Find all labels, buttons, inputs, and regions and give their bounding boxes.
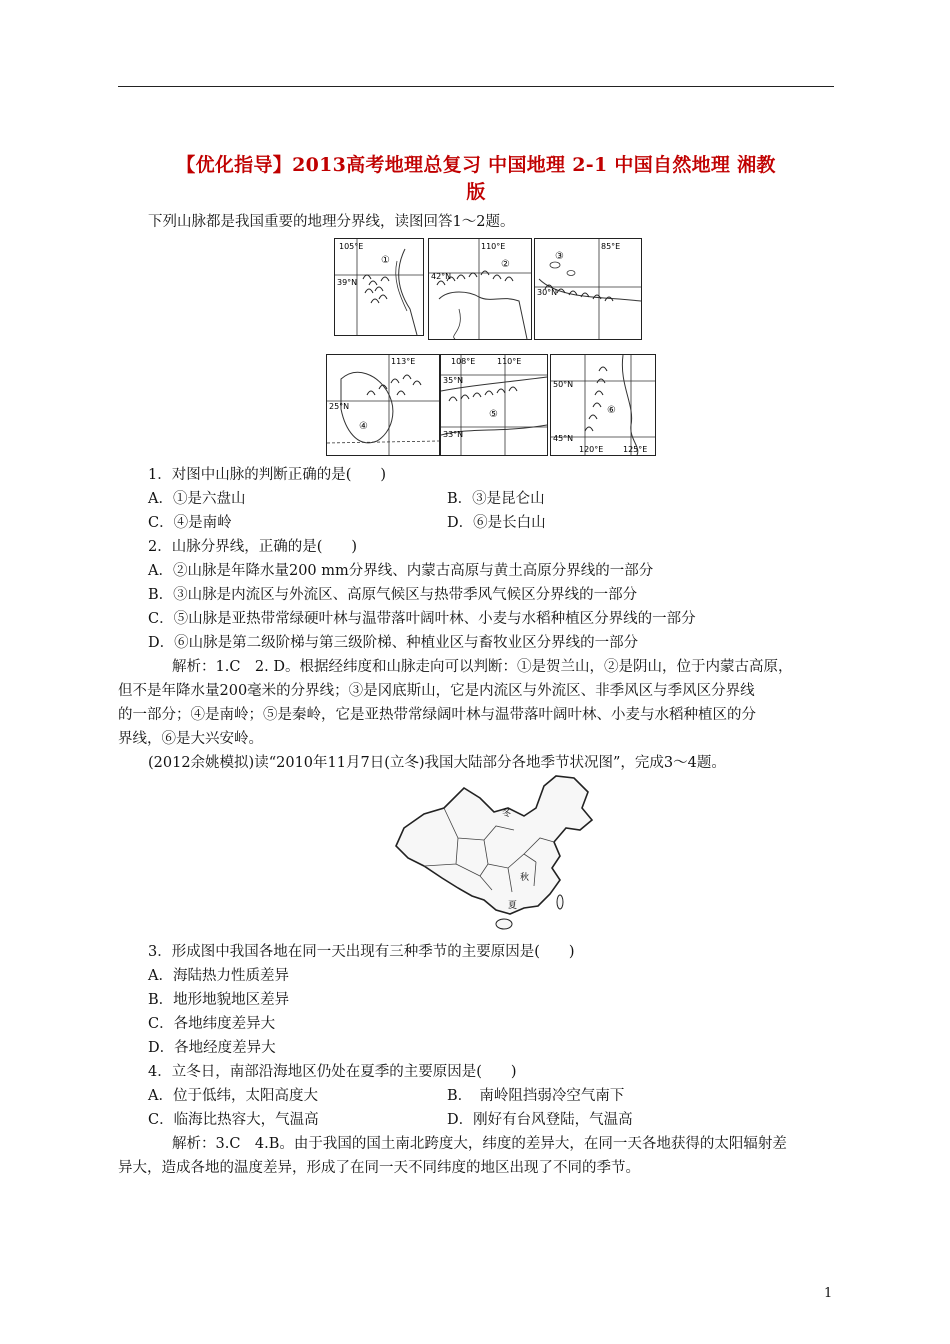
analysis1-line1: 解析：1.C 2. D。根据经纬度和山脉走向可以判断：①是贺兰山，②是阴山，位于内蒙古高原，	[172, 659, 793, 675]
q4-option-b: B． 南岭阻挡弱冷空气南下	[447, 1088, 625, 1104]
panel-3-map	[534, 238, 642, 340]
intro2-text: (2012余姚模拟)读“2010年11月7日(立冬)我国大陆部分各地季节状况图”，完成3～4题。	[148, 755, 726, 771]
q4-stem: 4．立冬日，南部沿海地区仍处在夏季的主要原因是( )	[148, 1064, 517, 1080]
panel-6-map	[550, 354, 656, 456]
page-number: 1	[824, 1286, 833, 1301]
map-label-winter: 冬	[502, 809, 512, 819]
panel-1-lon: 105°E	[339, 242, 364, 251]
analysis1-line2: 但不是年降水量200毫米的分界线；③是冈底斯山，它是内流区与外流区、非季风区与季风区分界线	[118, 683, 755, 699]
q1-option-d: D．⑥是长白山	[447, 515, 546, 531]
panel-6-lon-a: 120°E	[579, 445, 604, 454]
q3-option-a: A．海陆热力性质差异	[148, 968, 289, 984]
panel-4-map	[326, 354, 440, 456]
q4-option-d: D．刚好有台风登陆，气温高	[447, 1112, 633, 1128]
q2-stem: 2．山脉分界线，正确的是( )	[148, 539, 358, 555]
panel-1-map	[334, 238, 424, 336]
analysis2-line1: 解析：3.C 4.B。由于我国的国土南北跨度大，纬度的差异大，在同一天各地获得的太阳辐射差	[172, 1136, 787, 1152]
q4-option-a: A．位于低纬，太阳高度大	[148, 1088, 318, 1104]
panel-5-map	[440, 354, 548, 456]
page-title-cont: 版	[466, 181, 486, 203]
china-season-map	[384, 768, 608, 934]
panel-3-lat: 30°N	[537, 288, 558, 297]
panel-2-lat: 42°N	[431, 272, 452, 281]
q3-option-d: D．各地经度差异大	[148, 1040, 276, 1056]
panel-5-lon-a: 108°E	[451, 357, 476, 366]
panel-3-num: ③	[555, 251, 564, 262]
analysis1-line3: 的一部分；④是南岭；⑤是秦岭，它是亚热带常绿阔叶林与温带落叶阔叶林、小麦与水稻种植区的分	[118, 707, 756, 723]
q1-option-b: B．③是昆仑山	[447, 491, 545, 507]
intro-text: 下列山脉都是我国重要的地理分界线，读图回答1～2题。	[148, 214, 515, 230]
q1-option-c: C．④是南岭	[148, 515, 232, 531]
panel-6-lat-a: 50°N	[553, 380, 574, 389]
panel-6-lon-b: 125°E	[623, 445, 648, 454]
header-rule	[118, 86, 834, 87]
panel-2-num: ②	[501, 259, 510, 270]
map-label-autumn: 秋	[520, 873, 530, 883]
q2-option-b: B．③山脉是内流区与外流区、高原气候区与热带季风气候区分界线的一部分	[148, 587, 638, 603]
q1-stem: 1．对图中山脉的判断正确的是( )	[148, 467, 387, 483]
analysis2-line2: 异大，造成各地的温度差异，形成了在同一天不同纬度的地区出现了不同的季节。	[118, 1160, 640, 1176]
panel-4-lon: 113°E	[391, 357, 416, 366]
panel-1-lat: 39°N	[337, 278, 358, 287]
q3-stem: 3．形成图中我国各地在同一天出现有三种季节的主要原因是( )	[148, 944, 575, 960]
panel-5-lon-b: 110°E	[497, 357, 522, 366]
panel-2-lon: 110°E	[481, 242, 506, 251]
q3-option-c: C．各地纬度差异大	[148, 1016, 276, 1032]
panel-6-num: ⑥	[607, 405, 616, 416]
q1-option-a: A．①是六盘山	[148, 491, 246, 507]
panel-4-num: ④	[359, 421, 368, 432]
panel-5-lat-a: 35°N	[443, 376, 464, 385]
analysis1-line4: 界线，⑥是大兴安岭。	[118, 731, 263, 747]
panel-6-lat-b: 45°N	[553, 434, 574, 443]
q3-option-b: B．地形地貌地区差异	[148, 992, 290, 1008]
q2-option-c: C．⑤山脉是亚热带常绿硬叶林与温带落叶阔叶林、小麦与水稻种植区分界线的一部分	[148, 611, 696, 627]
panel-2-map	[428, 238, 532, 340]
panel-5-lat-b: 33°N	[443, 430, 464, 439]
panel-4-lat: 25°N	[329, 402, 350, 411]
panel-3-lon: 85°E	[601, 242, 621, 251]
page-title: 【优化指导】2013高考地理总复习 中国地理 2-1 中国自然地理 湘教	[176, 154, 776, 176]
q4-option-c: C．临海比热容大，气温高	[148, 1112, 319, 1128]
map-label-summer: 夏	[508, 901, 518, 911]
panel-5-num: ⑤	[489, 409, 498, 420]
panel-1-num: ①	[381, 255, 390, 266]
q2-option-a: A．②山脉是年降水量200 mm分界线、内蒙古高原与黄土高原分界线的一部分	[148, 563, 654, 579]
q2-option-d: D．⑥山脉是第二级阶梯与第三级阶梯、种植业区与畜牧业区分界线的一部分	[148, 635, 639, 651]
